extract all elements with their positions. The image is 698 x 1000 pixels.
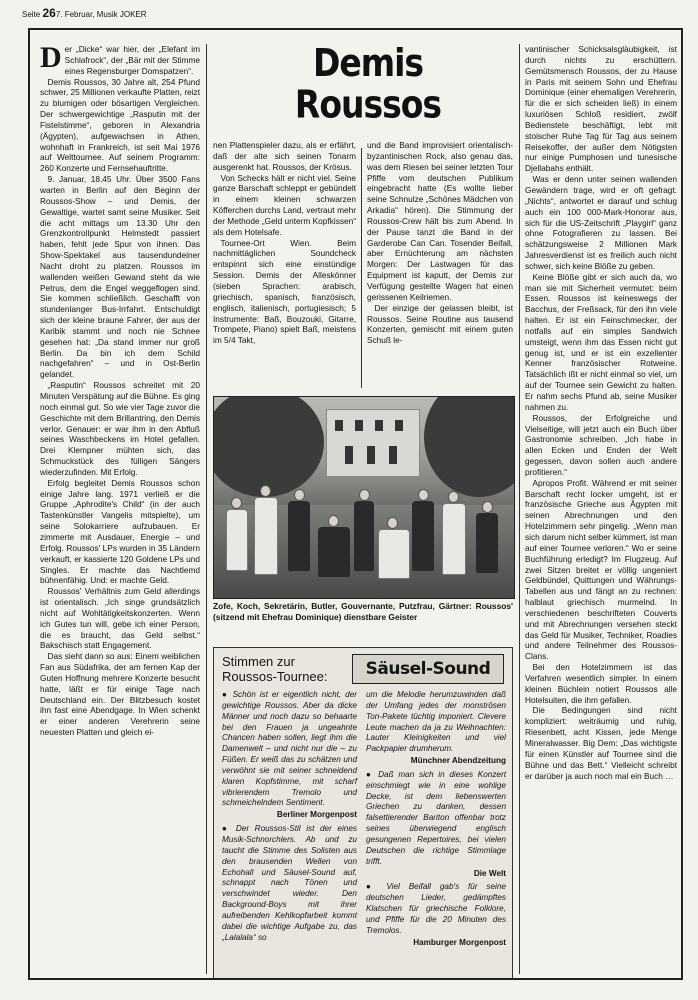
quote (222, 690, 357, 809)
issue-line: 7. Februar, Musik JOKER (55, 10, 147, 19)
drop-cap: D (40, 41, 62, 74)
quotes-column-left (222, 690, 357, 944)
quote (222, 824, 357, 943)
paragraph: Demis Roussos, 30 Jahre alt, 254 Pfund schwer, 25 Millionen verkaufte Platten, reizt zu blumigen oder bösartigen Vergleichen. Der schwergewichtige „Rasputin mit der Fistelstimme“, geboren in Alexandria (Ägypten), aufgewachsen in Athen, wohnhaft in Frankreich, ist seit Mai 1976 auf Welttournee. Auf seinem Programm: 260 Konzerte und Fernsehauftritte. (40, 76, 200, 174)
quotes-box (213, 647, 513, 980)
paragraph: Tournee-Ort Wien. Beim nachmittäglichen Soundcheck entspinnt sich eine einstündige Session. Demis der Alleskönner (sieben Sprachen: arabisch, griechisch, spanisch, französisch, englisch, italienisch, portugiesisch; 5 Instrumente: Baß, Bouzouki, Gitarre, Trompete, Piano) spielt Baß, meistens im 5/4 Takt, (213, 237, 356, 346)
person-figure (378, 529, 410, 579)
house-shape (326, 409, 420, 477)
tree-shape (213, 396, 324, 497)
column-rule (519, 44, 520, 974)
window-shape (367, 446, 375, 464)
page-header (22, 6, 147, 20)
quote (366, 690, 506, 755)
column-1 (40, 41, 200, 738)
column-2 (213, 140, 356, 346)
quote-source: Hamburger Morgenpost (413, 937, 506, 947)
paragraph: nen Plattenspieler dazu, als er erfährt, daß der alte sich seinen Tonarm ausgerenkt hat. Roussos, der Krösus. (213, 140, 356, 172)
article-title (268, 40, 468, 127)
page-prefix: Seite (22, 10, 41, 19)
box-heading: Stimmen zur Roussos-Tournee: (222, 654, 328, 684)
quote-text: Der Roussos-Stil ist der eines Musik-Schnorchlers. Ab und zu taucht die Stimme des Solisten aus den brausenden Wellen von Echohall und Säusel-Sound auf, schnappt nach Tönen und verschwindet wieder. Den Background-Boys mit ihrer aufreibenden Kehlkopfarbeit kommt dabei die wichtige Aufgabe zu, das „Lalalala“ so (222, 824, 357, 942)
person-figure (354, 501, 374, 571)
window-shape (335, 420, 343, 431)
quotes-column-right (366, 690, 506, 951)
person-head (359, 489, 370, 501)
column-3 (367, 140, 513, 346)
paragraph: Roussos' Verhältnis zum Geld allerdings ist orientalisch. „Ich singe grundsätzlich nicht auf Wohltätigkeitskonzerten. Wenn ich Gutes tun will, gebe ich einer Person, die es braucht, das Geld selbst.“ Bakschisch statt Engagement. (40, 586, 200, 651)
person-head (294, 489, 305, 501)
page-number: 26 (42, 6, 56, 20)
paragraph: Apropos Profit. Während er mit seiner Barschaft recht locker umgeht, ist er französische Grieche aus Ägypten mit seinen Abrechnungen und den Hotelzimmern sehr pingelig. „Wenn man sich darum nicht selber kümmert, ist man auf einer Tournee verloren.“ Wo er seine Buchführung erledigt? Im Flugzeug. Auf zwei Sitzen breitet er völlig ungeniert Geldbündel, Quittungen und Währungs-Tabellen aus und fängt an zu rechnen: halblaut griechisch murmelnd. In verschiedenen beschrifteten Couverts und mit Abrechnungen versehen steckt das Geld für Musiker, Techniker, Roadies und andere Teilnehmer des Roussos-Clans. (525, 477, 677, 662)
quote-text: Schön ist er eigentlich nicht, der gewichtige Roussos. Aber da dicke Männer und noch dazu so behaarte bei den Frauen ja ungeahnte Chancen haben sollen, liegt ihm die Damenwelt – und nicht nur die – zu Füßen. Er weiß das zu schätzen und verwöhnt sie mit seiner schneidend klaren Kopfstimme, mit scharf vibrierendem Tremolo und schmeichelndem Sentiment. (222, 690, 357, 808)
paragraph: Erfolg begleitet Demis Roussos schon einige Jahre lang. 1971 verließ er die Gruppe „Aphrodite's Child“ (in der auch Tastenkünstler Vangelis mitspielte), um seine Solokarriere aufzubauen. Er zimmerte mit Ausdauer, Energie – und Erfolg. Roussos' LPs wurden in 35 Ländern verkauft, er kassierte 120 Goldene LPs und Singles. Er machte das Nachtlemd bühnenfähig. Und: er machte Geld. (40, 477, 200, 586)
quote-source: Münchner Abendzeitung (410, 756, 506, 766)
title-line: Roussos (294, 81, 442, 127)
window-shape (389, 446, 397, 464)
column-rule (361, 148, 362, 388)
person-figure (254, 497, 278, 575)
paragraph: Bei den Hotelzimmern ist das Verfahren wesentlich simpler. In einem kleinen Büchlein notiert Roussos alle Hotelsuiten, die ihm gefallen. (525, 662, 677, 705)
column-4 (525, 44, 677, 781)
box-label: Säusel-Sound (352, 654, 504, 684)
quote-text: um die Melodie herumzuwinden daß der Umfang jedes der monströsen Ton-Pakete tüchtig imponiert. Clevere Leute machen da ja zu Weihnachten: Lauter Kleinigkeiten und viel Packpapier drumherum. (366, 690, 506, 754)
tree-shape (424, 396, 515, 497)
person-figure (318, 527, 350, 577)
quote-text: Viel Beifall gab's für seine deutschen Lieder, gedämpftes Klatschen für griechische Folklore, und Pfiffe für die 20 Minuten des Tremolos. (366, 882, 506, 935)
bullet-icon: ● (222, 690, 229, 699)
paragraph: Das sieht dann so aus: Einem weiblichen Fan aus Südafrika, der am fernen Kap der Guten Hoffnung mehrere Konzerte besucht hatte, läßt er für einige Tage nach Deutschland ein. Der Blitzbesuch kostet ihn fast eine Abendgage. In Wien schenkt er einer anderen Verehrerin seine neuesten Platten und gleich ei- (40, 651, 200, 738)
bullet-icon: ● (366, 882, 378, 892)
window-shape (345, 446, 353, 464)
window-shape (395, 420, 403, 431)
window-shape (355, 420, 363, 431)
paragraph: und die Band improvisiert orientalisch-byzantinischen Rock, also genau das, was dem Riesen bei seiner letzten Tour Pfiffe vom deutschen Publikum eingebracht hatte (Es wollte lieber seine Schnulze „Schönes Mädchen von Arkadia“ hören). Die Stimmung der Roussos-Crew hält bis zum Abend. In der Pause tanzt die Band in der Garderobe Can Can. Tosender Beifall, aber Ernüchterung am nächsten Morgen: Der Lastwagen für das Equipment ist kaputt, der Demis zur Verfügung gestellte Wagen hat einen gerissenen Keilriemen. (367, 140, 513, 302)
person-figure (476, 513, 498, 573)
quote (366, 770, 506, 868)
paragraph: Die Bedingungen sind nicht kompliziert: weiträumig und ruhig, Riesenbett, acht Kissen, jede Menge Mineralwasser. Big Dem: „Das wichtigste für einen Künstler auf Tournee sind die Bühne und das Bett.“ Vielleicht schreibt er darüber ja auch noch mal ein Buch … (525, 705, 677, 781)
title-line: Demis (312, 40, 424, 86)
paragraph: Von Schecks hält er nicht viel. Seine ganze Barschaft schleppt er gebündelt in einem kleinen schwarzen Köfferchen durchs Land, vertraut mehr der Methode „Geld unterm Kopfkissen“ als dem Hotelsafe. (213, 172, 356, 237)
column-rule (206, 44, 207, 974)
article-frame (28, 28, 683, 980)
paragraph: Roussos, der Erfolgreiche und Vielseitige, will jetzt auch ein Buch über Gastronomie schreiben. „Ich habe in allen Ecken und Enden der Welt gegessen, davon sollen auch andere profitieren.“ (525, 412, 677, 477)
quote-source: Berliner Morgenpost (276, 810, 357, 820)
person-head (448, 491, 459, 503)
paragraph: Was er denn unter seinen wallenden Gewändern trage, wird er oft gefragt. „Nichts“, antwortet er darauf und schlug auch ein 100 000-Mark-Honorar aus, sich für die US-Zeitschrift „Playgirl“ ganz ohne Fotografieren zu lassen. Bei schätzungsweise 2 Millionen Mark Jahresverdienst ist es freilich auch nicht schwer, sich keine Blöße zu geben. (525, 174, 677, 271)
quote-text: Daß man sich in dieses Konzert einschmiegt wie in eine wohlige Decke, ist dem liebenswerten Griechen zu danken, dessen falsettierender Bariton offenbar trotz seines überwiegend englisch gesungenen Repertoires, bei vielen Deutschen die richtige Stimmlage trifft. (366, 769, 506, 866)
paragraph: er „Dicke“ war hier, der „Elefant im Schlafrock“, der „Bär mit der Stimme eines Regensburger Domspatzen“. (64, 44, 200, 76)
paragraph: „Rasputin“ Roussos schreitet mit 20 Minuten Verspätung auf die Bühne. Es ging noch einmal gut. So wie vier Tage zuvor die Geschichte mit dem Brillantring, den Demis verlor. Genauer: er war ihm in den Abfluß seines Waschbeckens im Hotel gefallen. Drei Klempner mühten sich, das Schmuckstück des fülligen Sängers wiederzufinden. Mit Erfolg. (40, 380, 200, 477)
quote (366, 882, 506, 936)
photo-caption: Zofe, Koch, Sekretärin, Butler, Gouvernante, Putzfrau, Gärtner: Roussos' (sitzend mit Ehefrau Dominique) dienstbare Geister (213, 601, 513, 622)
group-photo (213, 396, 515, 599)
person-figure (412, 501, 434, 571)
person-head (482, 501, 493, 513)
person-head (260, 485, 271, 497)
paragraph: vantinischer Schicksalsgläubigkeit, ist durch nichts zu erschüttern. Gemütsmensch Roussos, der zu Hause in Paris mit seinem Sohn und Ehefrau Dominique (einer ehemaligen Verehrerin, für die er sich scheiden ließ) in einem luxuriösen Schloß residiert, zwölf Bedienstete beschäftigt, lebt mit stoischer Ruhe Tag für Tag aus seinem Reisekoffer, der außer dem Nötigsten nur einige Pumphosen und tunesische Djellabahs enthält. (525, 44, 677, 174)
bullet-icon: ● (366, 769, 374, 779)
paragraph: 9. Januar, 18.45 Uhr. Über 3500 Fans warten in Berlin auf den Beginn der Roussos-Show – und Demis, der Gewaltige, wartet samt seine Musiker. Seit die acht mittags um 13.30 Uhr den Grenzkontrollpunkt Helmstedt passiert haben, fehlt jede Spur von ihnen. Das Show-Spektakel aus tausendundeiner Nacht droht zu platzen. Roussos im wallenden weißen Gewand steht da wie Petrus, dem die Engel weggeflogen sind. Sie kommen schließlich. Geschafft von stundenlanger Bus-Irrfahrt. Entschuldigt sich der kleine braune Fahrer, der aus der Karibik stammt und noch nie Schnee gesehen hat: „Da stand immer nur groß Berlin. Da bin ich dem Schild nachgefahren“ – und in Ost-Berlin gelandet. (40, 174, 200, 380)
person-figure (442, 503, 466, 575)
person-figure (226, 509, 248, 571)
person-figure (288, 501, 310, 571)
quote-source: Die Welt (473, 868, 506, 878)
window-shape (375, 420, 383, 431)
person-head (387, 517, 398, 529)
bullet-icon: ● (222, 824, 231, 834)
paragraph: Der einzige der gelassen bleibt, ist Roussos. Seine Routine aus tausend Konzerten, gemischt mit einem guten Schuß le- (367, 302, 513, 346)
paragraph: Keine Blöße gibt er sich auch da, wo man sie mit Sicherheit vermutet: beim Essen. Roussos ist keineswegs der Bacchus, der Freßsack, für den ihn viele halten. Er ist ein Feinschmecker, der notfalls auf ein simples Sandwich umsteigt, wenn ihm das Essen nicht gut genug ist, und er ist ein exzellenter Kenner französischer Rotweine. Tatsächlich ißt er nicht einmal so viel, um auf der Tournee sein Gewicht zu halten. Er nahm sechs Pfund ab, seine Musiker nahmen zu. (525, 271, 677, 412)
person-head (418, 489, 429, 501)
person-head (328, 515, 339, 527)
person-head (231, 497, 242, 509)
